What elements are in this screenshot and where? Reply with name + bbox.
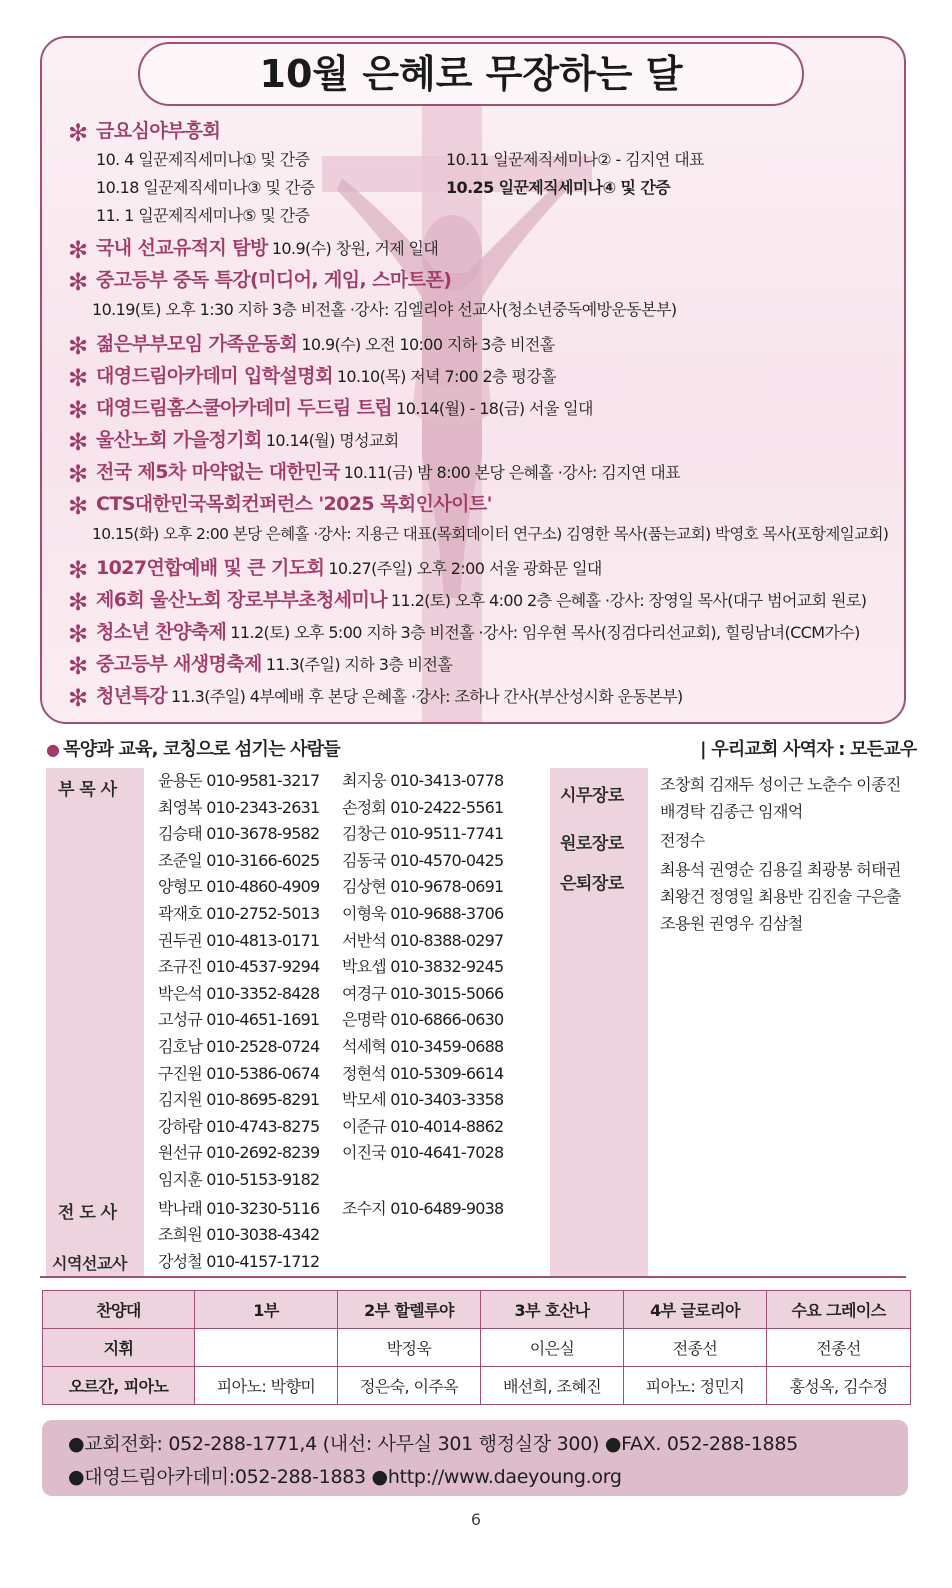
star-bullet-icon: ✻ <box>68 427 89 456</box>
contact-entry: 권두권 010-4813-0171 <box>158 930 320 950</box>
page-number: 6 <box>470 1510 482 1529</box>
contact-entry: 김승태 010-3678-9582 <box>158 824 320 844</box>
contact-entry: 양형모 010-4860-4909 <box>158 877 320 897</box>
choir-header-cell: 찬양대 <box>43 1291 195 1329</box>
event-item <box>68 555 602 584</box>
event-item <box>68 118 221 147</box>
elder-names-line: 전정수 <box>660 831 705 850</box>
contact-entry: 조수지 010-6489-9038 <box>342 1199 504 1218</box>
event-title: 청년특강 <box>96 685 168 707</box>
retired-elder-label: 은퇴장로 <box>560 874 624 894</box>
contact-entry: 윤용돈 010-9581-3217 <box>158 771 320 790</box>
addiction-lecture-detail: 10.19(토) 오후 1:30 지하 3층 비전홀 ·강사: 김엘리야 선교사(청소년중독예방운동본부) <box>92 300 677 319</box>
event-detail: 10.14(월) - 18(금) 서울 일대 <box>396 399 593 418</box>
star-bullet-icon: ✻ <box>68 555 89 584</box>
event-item <box>68 491 492 520</box>
event-title: 울산노회 가을정기회 <box>96 429 262 451</box>
associate-pastor-label: 부 목 사 <box>58 780 117 800</box>
contact-entry: 박모세 010-3403-3358 <box>342 1090 504 1110</box>
evangelist-label: 전 도 사 <box>58 1203 117 1223</box>
church-phone-line: ●교회전화: 052-288-1771,4 (내선: 사무실 301 행정실장 300) ●FAX. 052-288-1885 <box>68 1433 798 1455</box>
event-item <box>68 683 683 712</box>
staff-heading-text: 목양과 교육, 코칭으로 섬기는 사람들 <box>63 739 340 760</box>
event-title: 중고등부 중독 특강(미디어, 게임, 스마트폰) <box>96 269 452 291</box>
choir-header-cell: 1부 <box>195 1291 338 1329</box>
star-bullet-icon: ✻ <box>68 459 89 488</box>
choir-cell: 홍성옥, 김수정 <box>767 1367 911 1405</box>
star-bullet-icon: ✻ <box>68 683 89 712</box>
event-detail: 11.3(주일) 4부예배 후 본당 은혜홀 ·강사: 조하나 간사(부산성시화 운동본부) <box>171 687 683 706</box>
star-bullet-icon: ✻ <box>68 267 89 296</box>
event-detail: 10.14(월) 명성교회 <box>265 431 399 450</box>
event-detail: 10.9(수) 창원, 거제 일대 <box>271 239 439 258</box>
revival-schedule-item: 11. 1 일꾼제직세미나⑤ 및 간증 <box>96 206 310 225</box>
star-bullet-icon: ✻ <box>68 491 89 520</box>
events-panel <box>40 36 906 724</box>
event-item <box>68 363 556 392</box>
choir-cell: 박정욱 <box>338 1329 481 1367</box>
contact-entry: 정현석 010-5309-6614 <box>342 1063 504 1083</box>
event-detail: 10.9(수) 오전 10:00 지하 3층 비전홀 <box>301 335 555 354</box>
contact-entry: 박나래 010-3230-5116 <box>158 1199 320 1218</box>
choir-cell: 전종선 <box>624 1329 767 1367</box>
event-title: 대영드림홈스쿨아카데미 두드림 트립 <box>96 397 393 419</box>
contact-entry: 원선규 010-2692-8239 <box>158 1143 320 1163</box>
choir-row <box>43 1329 911 1367</box>
star-bullet-icon: ✻ <box>68 651 89 680</box>
contact-entry: 손정회 010-2422-5561 <box>342 797 504 817</box>
star-bullet-icon: ✻ <box>68 331 89 360</box>
elder-names-line: 조용원 권영우 김삼철 <box>660 914 803 933</box>
contact-entry: 이준규 010-4014-8862 <box>342 1116 504 1136</box>
event-title: 대영드림아카데미 입학설명회 <box>96 365 333 387</box>
revival-schedule-item: 10.25 일꾼제직세미나④ 및 간증 <box>446 178 671 197</box>
contact-entry: 김상현 010-9678-0691 <box>342 877 504 897</box>
revival-schedule-item: 10.18 일꾼제직세미나③ 및 간증 <box>96 178 315 197</box>
staff-heading <box>46 735 340 761</box>
star-bullet-icon: ✻ <box>68 619 89 648</box>
event-item <box>68 395 593 424</box>
revival-schedule-item: 10.11 일꾼제직세미나② - 김지연 대표 <box>446 150 704 169</box>
section-divider <box>40 1276 906 1278</box>
elder-names-line: 최왕건 정영일 최용반 김진술 구은출 <box>660 887 901 906</box>
event-title: 1027연합예배 및 큰 기도회 <box>96 557 325 579</box>
event-title: 금요심야부흥회 <box>96 120 221 142</box>
star-bullet-icon: ✻ <box>68 118 89 147</box>
elder-names-line: 최용석 권영순 김용길 최광봉 허태권 <box>660 860 901 879</box>
academy-website-line: ●대영드림아카데미:052-288-1883 ●http://www.daeyoung.org <box>68 1466 622 1488</box>
contact-entry: 구진원 010-5386-0674 <box>158 1063 320 1083</box>
contact-entry: 고성규 010-4651-1691 <box>158 1010 320 1030</box>
missionary-label: 시역선교사 <box>52 1254 127 1273</box>
contact-entry: 김지원 010-8695-8291 <box>158 1090 320 1110</box>
revival-schedule-item: 10. 4 일꾼제직세미나① 및 간증 <box>96 150 310 169</box>
choir-cell <box>195 1329 338 1367</box>
contact-entry: 박요셉 010-3832-9245 <box>342 957 504 977</box>
elder-names-line: 배경탁 김종근 임재억 <box>660 802 803 821</box>
choir-row <box>43 1367 911 1405</box>
choir-cell: 정은숙, 이주옥 <box>338 1367 481 1405</box>
event-detail: 10.27(주일) 오후 2:00 서울 광화문 일대 <box>328 559 602 578</box>
event-title: 전국 제5차 마약없는 대한민국 <box>96 461 340 483</box>
event-item <box>68 427 399 456</box>
contact-entry: 강하람 010-4743-8275 <box>158 1116 320 1136</box>
contact-entry: 김창근 010-9511-7741 <box>342 824 504 844</box>
choir-cell: 피아노: 정민지 <box>624 1367 767 1405</box>
contact-entry: 은명락 010-6866-0630 <box>342 1010 504 1030</box>
event-detail: 11.3(주일) 지하 3층 비전홀 <box>265 655 453 674</box>
contact-entry: 김동국 010-4570-0425 <box>342 850 504 870</box>
contact-footer <box>42 1420 908 1496</box>
event-detail: 10.10(목) 저녁 7:00 2층 평강홀 <box>336 367 556 386</box>
event-title: CTS대한민국목회컨퍼런스 '2025 목회인사이트' <box>96 493 492 515</box>
event-item <box>68 331 555 360</box>
contact-entry: 조준일 010-3166-6025 <box>158 850 320 870</box>
event-title: 청소년 찬양축제 <box>96 621 227 643</box>
choir-row-label: 지휘 <box>43 1329 195 1367</box>
bullet-dot-icon: ● <box>46 740 60 759</box>
contact-entry: 김호남 010-2528-0724 <box>158 1037 320 1056</box>
event-detail: 11.2(토) 오후 4:00 2층 은혜홀 ·강사: 장영일 목사(대구 범어교회 원로) <box>390 591 867 610</box>
event-title: 국내 선교유적지 탐방 <box>96 237 268 259</box>
event-item <box>68 619 860 648</box>
ministry-label: | 우리교회 사역자 : 모든교우 <box>700 739 917 760</box>
choir-cell: 배선희, 조혜진 <box>481 1367 624 1405</box>
event-item <box>68 235 439 264</box>
contact-entry: 최영복 010-2343-2631 <box>158 797 320 817</box>
contact-entry: 이형욱 010-9688-3706 <box>342 904 504 923</box>
emeritus-elder-label: 원로장로 <box>560 834 624 854</box>
choir-header-cell: 2부 할렐루야 <box>338 1291 481 1329</box>
event-item <box>68 587 867 616</box>
event-title: 젊은부부모임 가족운동회 <box>96 333 298 355</box>
contact-entry: 이진국 010-4641-7028 <box>342 1143 504 1163</box>
star-bullet-icon: ✻ <box>68 395 89 424</box>
choir-header-cell: 4부 글로리아 <box>624 1291 767 1329</box>
contact-entry: 석세혁 010-3459-0688 <box>342 1037 504 1056</box>
contact-entry: 강성철 010-4157-1712 <box>158 1252 320 1271</box>
choir-row-label: 오르간, 피아노 <box>43 1367 195 1405</box>
contact-entry: 곽재호 010-2752-5013 <box>158 904 320 923</box>
contact-entry: 여경구 010-3015-5066 <box>342 983 504 1003</box>
event-detail: 10.11(금) 밤 8:00 본당 은혜홀 ·강사: 김지연 대표 <box>343 463 681 482</box>
contact-entry: 조희원 010-3038-4342 <box>158 1225 320 1244</box>
choir-header-row <box>43 1291 911 1329</box>
event-detail: 11.2(토) 오후 5:00 지하 3층 비전홀 ·강사: 임우현 목사(징검다리선교회), 힐링남녀(CCM가수) <box>230 623 860 642</box>
contact-entry: 서반석 010-8388-0297 <box>342 930 504 950</box>
star-bullet-icon: ✻ <box>68 235 89 264</box>
contact-entry: 임지훈 010-5153-9182 <box>158 1170 320 1189</box>
choir-cell: 전종선 <box>767 1329 911 1367</box>
event-item <box>68 267 452 296</box>
event-title: 중고등부 새생명축제 <box>96 653 262 675</box>
choir-cell: 피아노: 박향미 <box>195 1367 338 1405</box>
cts-conference-detail: 10.15(화) 오후 2:00 본당 은혜홀 ·강사: 지용근 대표(목회데이터 연구소) 김영한 목사(품는교회) 박영호 목사(포항제일교회) <box>92 525 889 543</box>
star-bullet-icon: ✻ <box>68 363 89 392</box>
contact-entry: 조규진 010-4537-9294 <box>158 957 320 977</box>
star-bullet-icon: ✻ <box>68 587 89 616</box>
choir-cell: 이은실 <box>481 1329 624 1367</box>
choir-table <box>42 1290 911 1405</box>
contact-entry: 최지웅 010-3413-0778 <box>342 771 504 790</box>
active-elder-label: 시무장로 <box>560 786 624 806</box>
events-title: 10월 은혜로 무장하는 달 <box>138 42 804 106</box>
event-item <box>68 651 453 680</box>
choir-header-cell: 3부 호산나 <box>481 1291 624 1329</box>
elder-names-line: 조창희 김재두 성이근 노춘수 이종진 <box>660 775 901 794</box>
event-title: 제6회 울산노회 장로부부초청세미나 <box>96 589 387 611</box>
choir-header-cell: 수요 그레이스 <box>767 1291 911 1329</box>
event-item <box>68 459 681 488</box>
contact-entry: 박은석 010-3352-8428 <box>158 983 320 1003</box>
